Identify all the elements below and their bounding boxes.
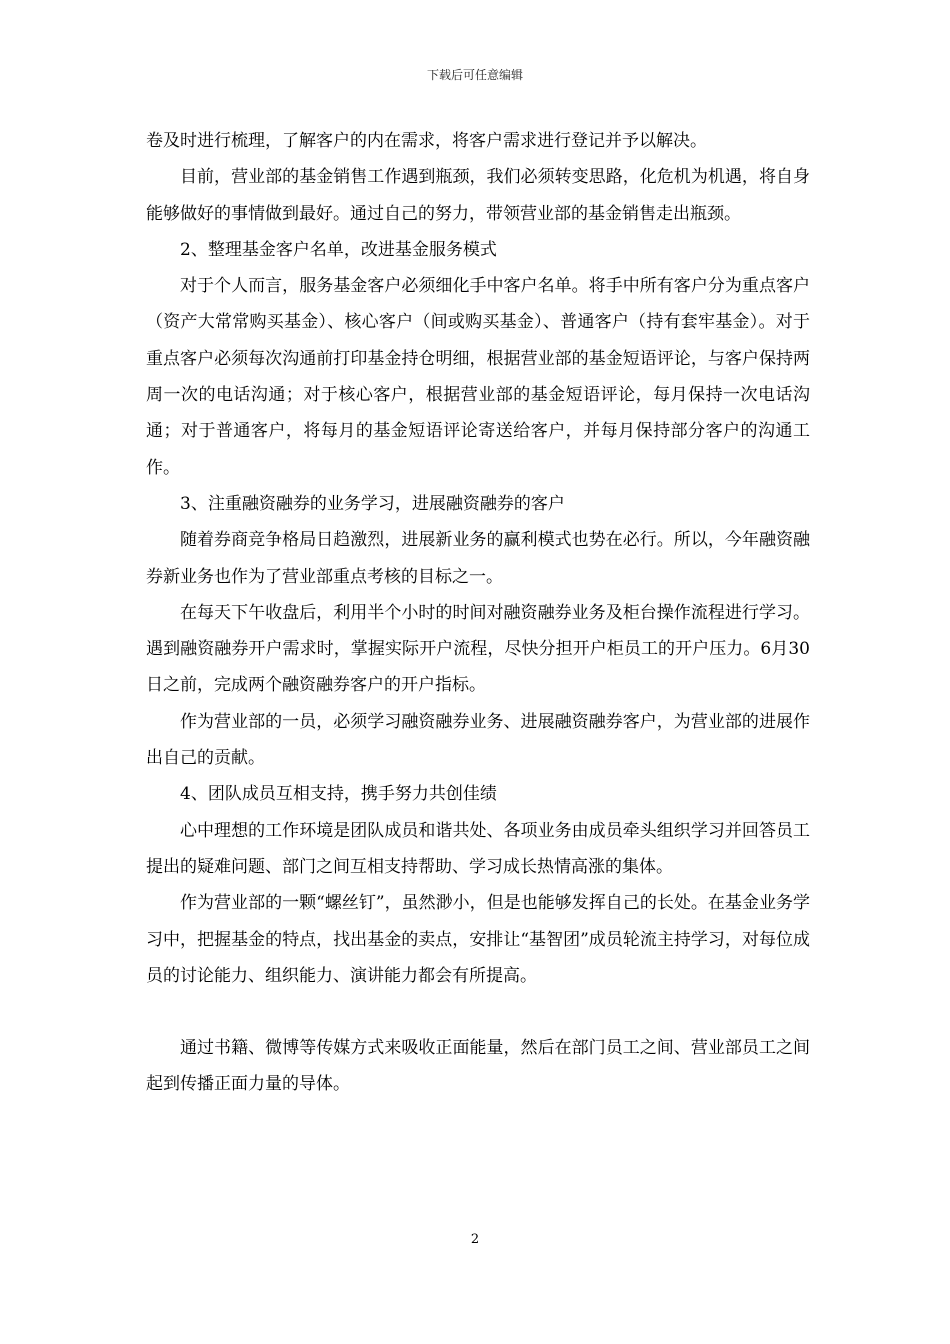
paragraph: 作为营业部的一员，必须学习融资融券业务、进展融资融券客户，为营业部的进展作出自己的贡献。 xyxy=(146,711,810,769)
section-heading: 4、团队成员互相支持，携手努力共创佳绩 xyxy=(180,784,497,805)
paragraph: 作为营业部的一颗“螺丝钉”，虽然渺小，但是也能够发挥自己的长处。在基金业务学习中，把握基金的特点，找出基金的卖点，安排让“基智团”成员轮流主持学习，对每位成员的讨论能力、组织能力、演讲能力都会有所提高。 xyxy=(146,893,810,986)
page-header: 下载后可任意编辑 xyxy=(426,68,523,82)
paragraph: 心中理想的工作环境是团队成员和谐共处、各项业务由成员牵头组织学习并回答员工提出的疑难问题、部门之间互相支持帮助、学习成长热情高涨的集体。 xyxy=(146,820,810,877)
paragraph: 对于个人而言，服务基金客户必须细化手中客户名单。将手中所有客户分为重点客户（资产大常常购买基金）、核心客户（间或购买基金）、普通客户（持有套牢基金）。对于重点客户必须每次沟通前打印基金持仓明细，根据营业部的基金短语评论，与客户保持两周一次的电话沟通；对于核心客户，根据营业部的基金短语评论，每月保持一次电话沟通；对于普通客户，将每月的基金短语评论寄送给客户，并每月保持部分客户的沟通工作。 xyxy=(146,276,810,478)
paragraph: 随着券商竞争格局日趋激烈，进展新业务的赢利模式也势在必行。所以，今年融资融券新业务也作为了营业部重点考核的目标之一。 xyxy=(146,530,810,587)
document-body xyxy=(146,123,810,1103)
paragraph: 在每天下午收盘后，利用半个小时的时间对融资融券业务及柜台操作流程进行学习。遇到融资融券开户需求时，掌握实际开户流程，尽快分担开户柜员工的开户压力。6月30日之前，完成两个融资融券客户的开户指标。 xyxy=(146,602,810,696)
paragraph: 目前，营业部的基金销售工作遇到瓶颈，我们必须转变思路，化危机为机遇，将自身能够做好的事情做到最好。通过自己的努力，带领营业部的基金销售走出瓶颈。 xyxy=(146,167,810,224)
page-number: 2 xyxy=(470,1232,480,1247)
section-heading: 3、注重融资融券的业务学习，进展融资融券的客户 xyxy=(180,493,565,514)
paragraph-continuation: 卷及时进行梳理，了解客户的内在需求，将客户需求进行登记并予以解决。 xyxy=(146,131,707,151)
paragraph: 通过书籍、微博等传媒方式来吸收正面能量，然后在部门员工之间、营业部员工之间起到传播正面力量的导体。 xyxy=(146,1038,810,1095)
section-heading: 2、整理基金客户名单，改进基金服务模式 xyxy=(180,239,497,260)
